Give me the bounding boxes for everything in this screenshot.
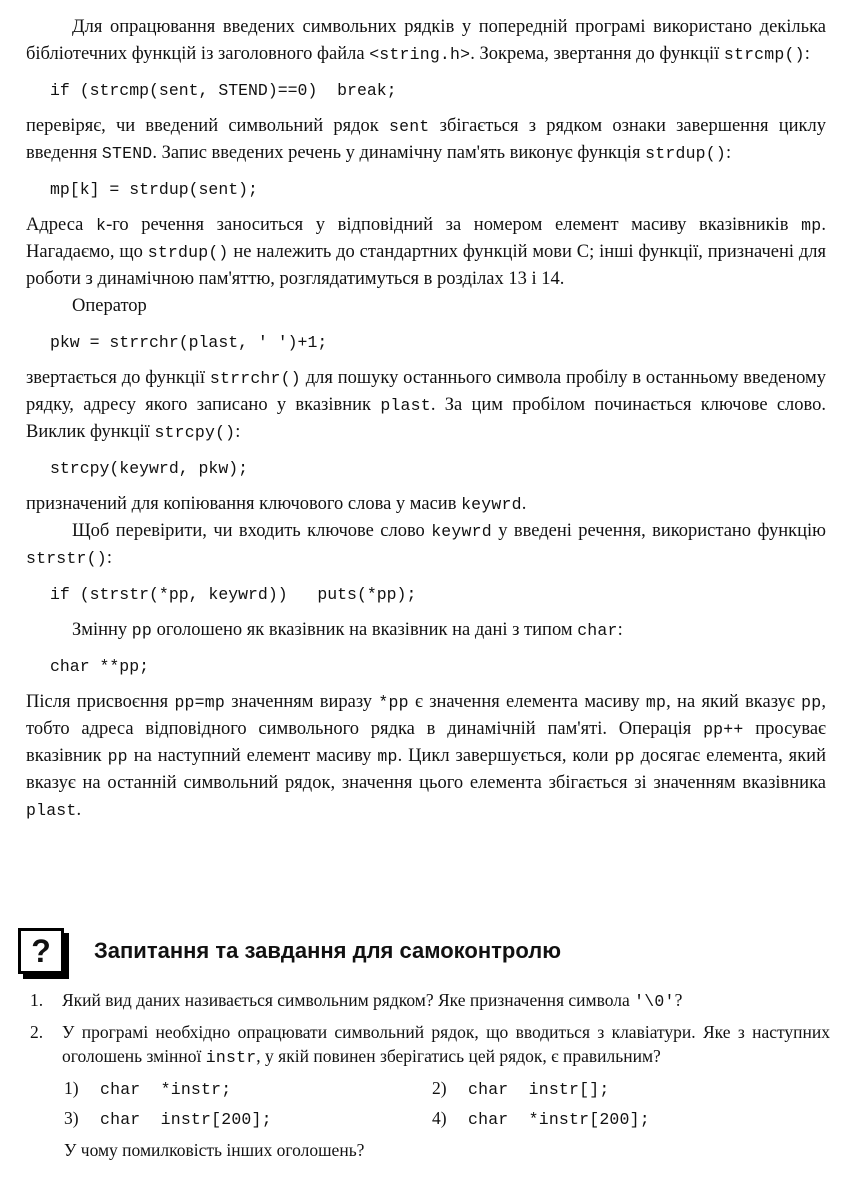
text: . Цикл завершується, коли bbox=[397, 746, 615, 766]
text: Який вид даних називається символьним рядком? Яке призначення символа bbox=[62, 990, 635, 1010]
text: . bbox=[76, 800, 82, 820]
option-number: 4) bbox=[432, 1108, 447, 1128]
question-number: 1. bbox=[30, 990, 44, 1010]
text: -го речення заноситься у відповідний за номером елемент масиву вказівників bbox=[106, 215, 802, 235]
option-number: 1) bbox=[64, 1078, 79, 1098]
text: : bbox=[617, 620, 623, 640]
text: : bbox=[106, 548, 112, 568]
code-inline: mp bbox=[645, 693, 667, 712]
text: Змінну bbox=[72, 620, 132, 640]
text: , на який вказує bbox=[666, 692, 802, 712]
code-inline: strdup() bbox=[147, 243, 229, 262]
code-inline: strdup() bbox=[645, 144, 726, 163]
text: значенням виразу bbox=[224, 692, 379, 712]
main-text bbox=[26, 14, 826, 824]
code-block-5: if (strstr(*pp, keywrd)) puts(*pp); bbox=[50, 585, 417, 604]
option-number: 2) bbox=[432, 1078, 447, 1098]
code-inline: strcmp() bbox=[723, 45, 805, 64]
code-inline: pp bbox=[107, 747, 128, 766]
option-code: char instr[]; bbox=[468, 1080, 610, 1099]
text: Адреса bbox=[26, 215, 96, 235]
text: Щоб перевірити, чи входить ключове слово bbox=[72, 521, 432, 541]
text: , тобто адреса відповідного символьного рядка в динамічній пам'яті. Операція bbox=[26, 692, 826, 739]
code-inline: char bbox=[577, 621, 618, 640]
text: . bbox=[521, 494, 527, 514]
code-inline: pp=mp bbox=[174, 693, 225, 712]
text: У програмі необхідно опрацювати символьний рядок, що вводиться з клавіатури. Яке з наступних оголошень змінної bbox=[62, 1022, 830, 1066]
question-2 bbox=[30, 1020, 830, 1070]
code-inline: keywrd bbox=[431, 522, 492, 541]
code-inline: mp bbox=[801, 216, 822, 235]
code-inline: keywrd bbox=[461, 495, 522, 514]
text: ? bbox=[674, 990, 683, 1010]
text: досягає елемента, який вказує на останній символьний рядок, значення цього елемента збігається зі значенням вказівника bbox=[26, 746, 826, 793]
code-block-2: mp[k] = strdup(sent); bbox=[50, 180, 258, 199]
text: на наступний елемент масиву bbox=[127, 746, 378, 766]
option-code: char *instr; bbox=[100, 1080, 232, 1099]
code-inline: pp bbox=[131, 621, 153, 640]
code-inline: pp++ bbox=[703, 720, 744, 739]
code-inline: *pp bbox=[378, 693, 409, 712]
text: звертається до функції bbox=[26, 368, 210, 388]
paragraph-1 bbox=[26, 14, 826, 68]
code-inline: sent bbox=[389, 117, 430, 136]
text: Після присвоєння bbox=[26, 692, 175, 712]
text: . Запис введених речень у динамічну пам'ять виконує функція bbox=[152, 143, 646, 163]
question-1 bbox=[30, 988, 830, 1014]
text: просуває вказівник bbox=[26, 719, 826, 766]
answer-options bbox=[64, 1076, 830, 1132]
code-inline: strrchr() bbox=[209, 369, 301, 388]
question-text bbox=[62, 1020, 830, 1070]
text: . Зокрема, звертання до функції bbox=[470, 44, 724, 64]
code-inline: plast bbox=[380, 396, 431, 415]
code-inline: '\0' bbox=[634, 992, 675, 1011]
code-inline: pp bbox=[614, 747, 635, 766]
section-title: Запитання та завдання для самоконтролю bbox=[94, 938, 561, 963]
text: Для опрацювання введених символьних рядків у попередній програмі використано декілька бібліотечних функцій із заголовного файла bbox=[26, 17, 826, 64]
option-number: 3) bbox=[64, 1108, 79, 1128]
question-2-followup: У чому помилковість інших оголошень? bbox=[64, 1140, 365, 1160]
answer-option bbox=[64, 1106, 432, 1132]
code-inline: pp bbox=[801, 693, 822, 712]
code-inline: strstr() bbox=[26, 549, 107, 568]
question-text bbox=[62, 988, 830, 1014]
code-inline: strcpy() bbox=[154, 423, 236, 442]
text: для пошуку останнього символа пробілу в останньому введеному рядку, адресу якого записано у вказівник bbox=[26, 368, 827, 415]
code-block-3: pkw = strrchr(plast, ' ')+1; bbox=[50, 333, 328, 352]
code-inline: instr bbox=[205, 1048, 257, 1067]
question-number: 2. bbox=[30, 1022, 44, 1042]
text: . Нагадаємо, що bbox=[26, 215, 827, 262]
paragraph-5 bbox=[26, 365, 826, 446]
text: є значення елемента масиву bbox=[408, 692, 646, 712]
text: у введені речення, використано функцію bbox=[491, 521, 826, 541]
paragraph-8 bbox=[26, 617, 826, 644]
code-block-4: strcpy(keywrd, pkw); bbox=[50, 459, 249, 478]
code-inline: plast bbox=[26, 801, 77, 820]
paragraph-6 bbox=[26, 491, 826, 518]
text: : bbox=[804, 44, 810, 64]
code-inline: <string.h> bbox=[369, 45, 471, 64]
answer-option bbox=[432, 1076, 830, 1102]
answer-option bbox=[64, 1076, 432, 1102]
paragraph-3 bbox=[26, 212, 826, 293]
question-mark-icon: ? bbox=[18, 928, 64, 974]
code-inline: k bbox=[95, 216, 107, 235]
text: : bbox=[726, 143, 732, 163]
paragraph-2 bbox=[26, 113, 826, 167]
option-code: char instr[200]; bbox=[100, 1110, 272, 1129]
code-block-6: char **pp; bbox=[50, 657, 150, 676]
section-heading bbox=[18, 928, 561, 974]
paragraph-4: Оператор bbox=[72, 296, 147, 316]
option-code: char *instr[200]; bbox=[468, 1110, 650, 1129]
text: збігається з рядком ознаки завершення циклу введення bbox=[26, 116, 826, 163]
text: оголошено як вказівник на вказівник на дані з типом bbox=[152, 620, 578, 640]
answer-option bbox=[432, 1106, 830, 1132]
text: перевіряє, чи введений символьний рядок bbox=[26, 116, 389, 136]
code-inline: mp bbox=[377, 747, 398, 766]
paragraph-7 bbox=[26, 518, 826, 572]
text: не належить до стандартних функцій мови С; інші функції, призначені для роботи з динамічною пам'яттю, розглядатимуться в розділах 13 і 14. bbox=[26, 242, 827, 289]
text: , у якій повинен зберігатись цей рядок, є правильним? bbox=[256, 1046, 661, 1066]
text: призначений для копіювання ключового слова у масив bbox=[26, 494, 462, 514]
code-block-1: if (strcmp(sent, STEND)==0) break; bbox=[50, 81, 397, 100]
code-inline: STEND bbox=[101, 144, 153, 163]
text: . За цим пробілом починається ключове слово. Виклик функції bbox=[26, 395, 826, 442]
paragraph-9 bbox=[26, 689, 826, 824]
questions-list bbox=[30, 988, 830, 1162]
text: : bbox=[235, 422, 241, 442]
